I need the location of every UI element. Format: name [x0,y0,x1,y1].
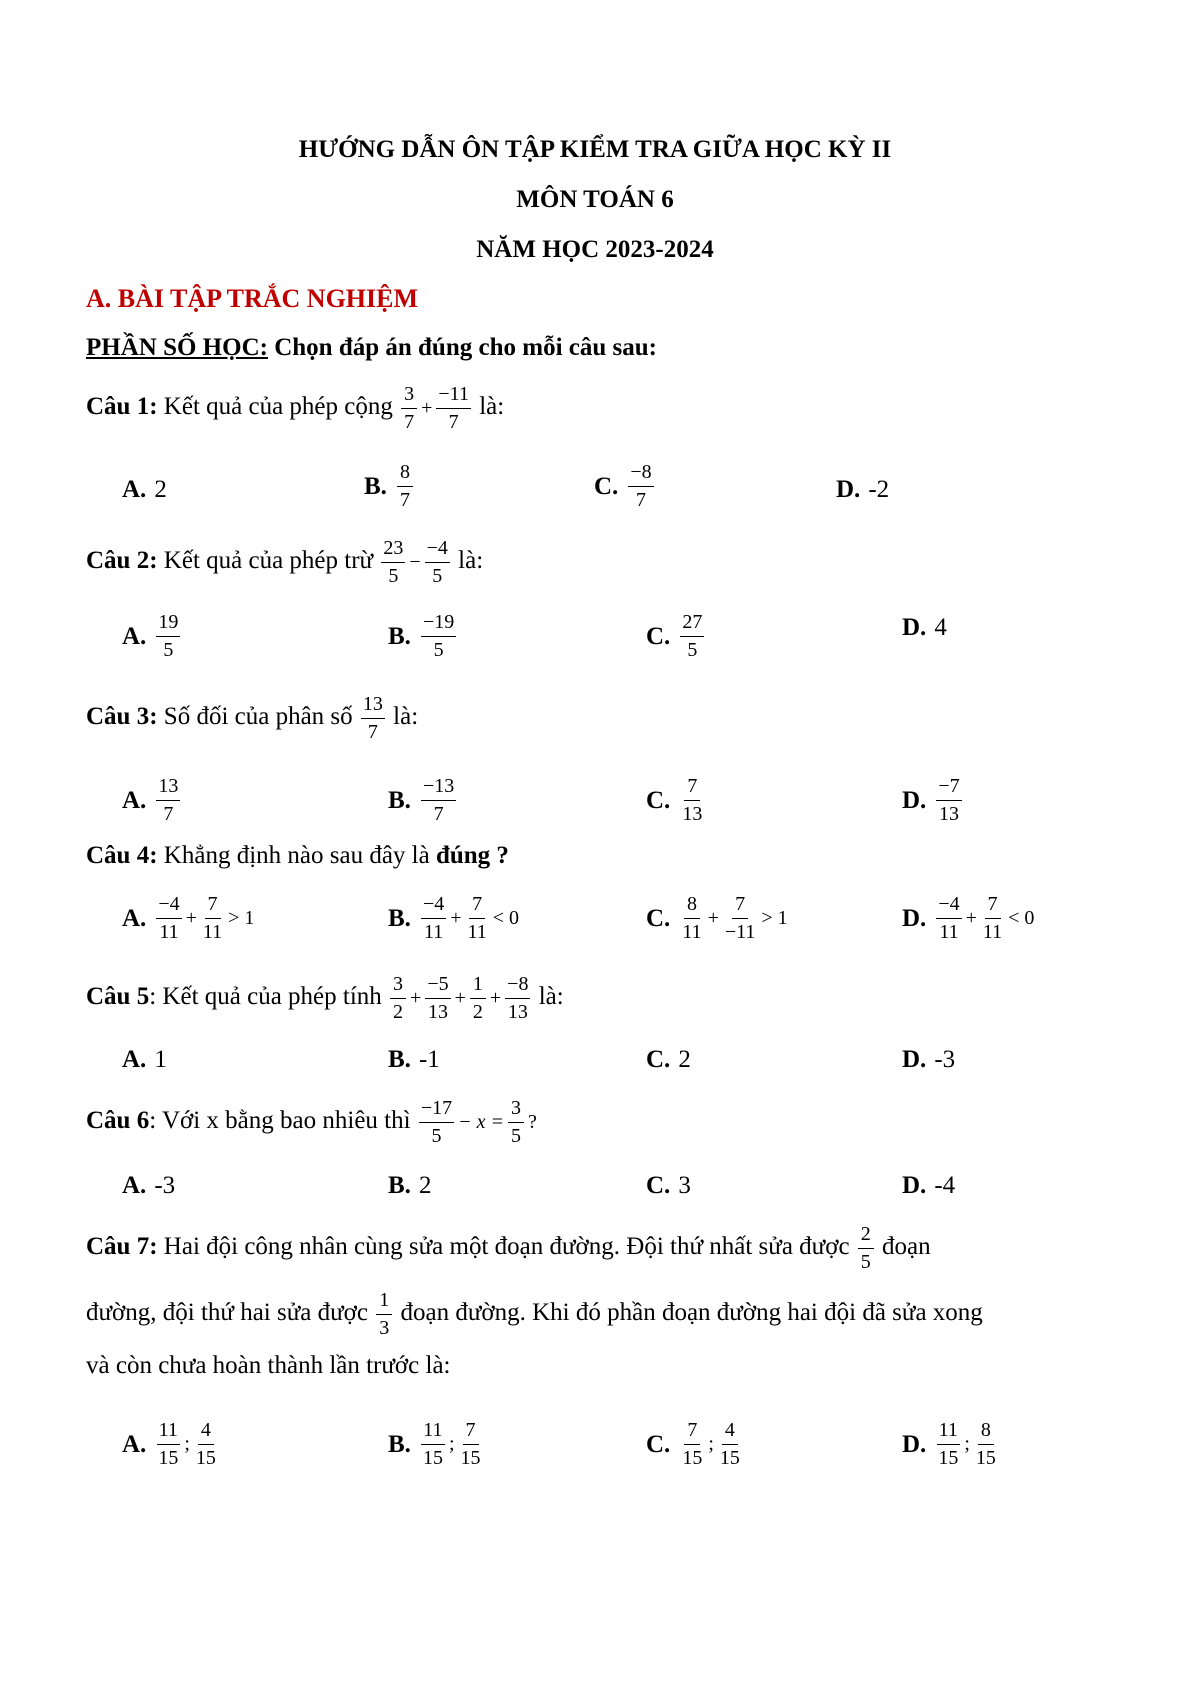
q1-option-a[interactable]: A. 2 [122,476,167,503]
subheading-label: PHẦN SỐ HỌC: [86,334,268,361]
q4-option-a[interactable]: A. −4 11 + $\frac{7}{11}$ > 1 [122,893,255,943]
question-2-label: Câu 2: [86,547,158,575]
question-1-label: Câu 1: [86,393,158,421]
fraction: 3 7 [401,384,417,433]
fraction: $\frac{2}{5}$ [858,1224,874,1273]
fraction: $\frac{13}{7}$ [362,693,383,743]
q2-option-c[interactable]: C. 27 5 [646,611,703,661]
q6-option-a[interactable]: A. -3 [122,1172,176,1199]
q6-option-b[interactable]: B. 2 [388,1172,432,1199]
q2-option-d[interactable]: D. 4 [902,614,947,641]
question-5-suffix: là: [538,983,564,1011]
q7-option-d[interactable]: D. 11 15 ; 8 15 [902,1419,996,1469]
question-1 [86,384,504,433]
fraction: $\frac{-5}{13}$ [427,973,449,1023]
doc-title-line2: MÔN TOÁN 6 [516,186,674,213]
fraction: $\frac{1}{2}$ [470,974,486,1023]
q1-option-d[interactable]: D. -2 [836,476,890,503]
question-6-expression: −17 5 − x = $\frac{3}{5}$ ? [420,1097,537,1147]
question-6 [86,1098,539,1147]
fraction: $\frac{-11}{7}$ [438,383,469,433]
q5-option-d[interactable]: D. -3 [902,1046,956,1073]
question-7-text-3: và còn chưa hoàn thành lần trước là: [86,1352,451,1379]
question-7 [86,1224,931,1273]
doc-title-line3: NĂM HỌC 2023-2024 [476,236,714,263]
fraction: $\frac{-4}{5}$ [426,537,448,587]
question-1-expression: 3 7 + $\frac{-11}{7}$ [399,384,473,433]
fraction: $\frac{-8}{13}$ [507,973,529,1023]
question-2-suffix: là: [458,547,484,575]
q4-option-b[interactable]: B. −4 11 + $\frac{7}{11}$ < 0 [388,893,520,943]
question-1-text: Kết quả của phép cộng [157,393,393,421]
question-1-suffix: là: [479,393,505,421]
q6-option-c[interactable]: C. 3 [646,1172,691,1199]
doc-title-line1: HƯỚNG DẪN ÔN TẬP KIỂM TRA GIỮA HỌC KỲ II [298,136,892,163]
question-3 [86,694,418,743]
question-4 [86,842,509,870]
question-7-label: Câu 7: [86,1233,158,1261]
q3-option-b[interactable]: B. −13 7 [388,775,455,825]
q3-option-d[interactable]: D. −7 13 [902,775,960,825]
question-4-bold: đúng ? [435,842,509,869]
q4-option-c[interactable]: C. 8 11 + $\frac{7}{-11}$ > 1 [646,893,788,943]
q2-option-a[interactable]: A. 19 5 [122,611,179,661]
fraction: $\frac{1}{3}$ [376,1290,392,1339]
q1-option-b[interactable]: B. 8 7 [364,462,415,511]
question-3-text: Số đối của phân số [157,703,353,731]
fraction: −17 5 [420,1097,453,1147]
q4-option-d[interactable]: D. −4 11 + $\frac{7}{11}$ < 0 [902,893,1035,943]
question-7-line-2 [86,1290,983,1339]
question-5-expression: 3 2 + $\frac{-5}{13}$ + $\frac{1}{2}$ + $\frac{-8}{13}$ [388,974,532,1023]
arithmetic-subheading [86,334,657,362]
question-7-text-1b: đoạn [882,1233,931,1261]
q1-option-c[interactable]: C. −8 7 [594,461,652,511]
question-4-text: Khẳng định nào sau đây là [157,842,436,869]
q2-option-b[interactable]: B. −19 5 [388,611,455,661]
q5-option-c[interactable]: C. 2 [646,1046,691,1073]
question-3-suffix: là: [393,703,419,731]
question-5-label: Câu 5 [86,983,150,1011]
q7-option-b[interactable]: B. 11 15 ; 7 15 [388,1419,481,1469]
section-a-heading: A. BÀI TẬP TRẮC NGHIỆM [86,284,419,313]
fraction: $\frac{3}{5}$ [508,1098,524,1147]
q3-option-a[interactable]: A. 13 7 [122,775,179,825]
question-7-text-2: đường, đội thứ hai sửa được [86,1299,368,1327]
question-6-text: : Với x bằng bao nhiêu thì [149,1107,411,1135]
question-5-text: : Kết quả của phép tính [149,983,382,1011]
q7-option-a[interactable]: A. 11 15 ; 4 15 [122,1419,216,1469]
subheading-text: Chọn đáp án đúng cho mỗi câu sau: [267,334,657,361]
question-2-expression: 23 5 − $\frac{-4}{5}$ [383,537,448,587]
q5-option-a[interactable]: A. 1 [122,1046,167,1073]
q5-option-b[interactable]: B. -1 [388,1046,440,1073]
question-2-text: Kết quả của phép trừ [157,547,374,575]
question-5 [86,974,564,1023]
q7-option-c[interactable]: C. 7 15 ; 4 15 [646,1419,740,1469]
fraction: 3 2 [390,974,406,1023]
question-7-text-1: Hai đội công nhân cùng sửa một đoạn đường. Đội thứ nhất sửa được [157,1233,850,1261]
question-3-label: Câu 3: [86,703,158,731]
q6-option-d[interactable]: D. -4 [902,1172,956,1199]
q3-option-c[interactable]: C. 7 13 [646,775,703,825]
question-2 [86,538,483,587]
question-7-text-2b: đoạn đường. Khi đó phần đoạn đường hai đội đã sửa xong [400,1299,983,1327]
question-4-label: Câu 4: [86,842,158,869]
question-6-label: Câu 6 [86,1107,150,1135]
fraction: 23 5 [383,537,404,587]
